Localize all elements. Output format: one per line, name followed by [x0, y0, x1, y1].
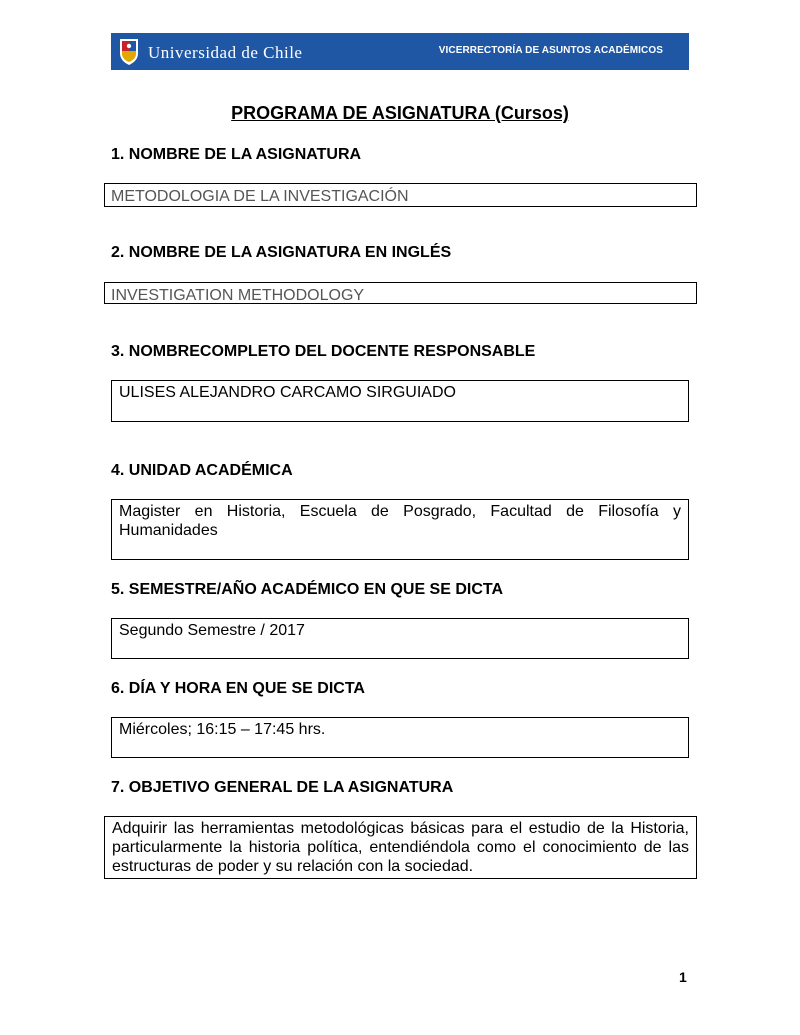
section-7-value: Adquirir las herramientas metodológicas básicas para el estudio de la Historia, particularmente la historia política, entendiéndola como el conocimiento de las estructuras de poder y su relación con la sociedad.: [104, 816, 697, 879]
section-2-value: INVESTIGATION METHODOLOGY: [104, 282, 697, 304]
university-crest-icon: [118, 37, 140, 66]
section-4-value: Magister en Historia, Escuela de Posgrado, Facultad de Filosofía y Humanidades: [111, 499, 689, 560]
university-name: Universidad de Chile: [148, 43, 303, 62]
section-6-value: Miércoles; 16:15 – 17:45 hrs.: [111, 717, 689, 758]
section-3-heading: 3. NOMBRECOMPLETO DEL DOCENTE RESPONSABLE: [111, 343, 536, 360]
section-4-heading: 4. UNIDAD ACADÉMICA: [111, 462, 293, 479]
section-3-value: ULISES ALEJANDRO CARCAMO SIRGUIADO: [111, 380, 689, 422]
vicerrectoria-label: VICERRECTORÍA DE ASUNTOS ACADÉMICOS: [438, 45, 663, 56]
section-5-heading: 5. SEMESTRE/AÑO ACADÉMICO EN QUE SE DICTA: [111, 581, 504, 598]
section-1-heading: 1. NOMBRE DE LA ASIGNATURA: [111, 146, 362, 163]
document-title: PROGRAMA DE ASIGNATURA (Cursos): [231, 103, 569, 123]
page-number: 1: [679, 969, 687, 985]
section-2-heading: 2. NOMBRE DE LA ASIGNATURA EN INGLÉS: [111, 244, 452, 261]
header-banner: [111, 33, 689, 70]
section-5-value: Segundo Semestre / 2017: [111, 618, 689, 659]
section-7-heading: 7. OBJETIVO GENERAL DE LA ASIGNATURA: [111, 779, 454, 796]
section-6-heading: 6. DÍA Y HORA EN QUE SE DICTA: [111, 680, 365, 697]
section-1-value: METODOLOGIA DE LA INVESTIGACIÓN: [104, 183, 697, 207]
